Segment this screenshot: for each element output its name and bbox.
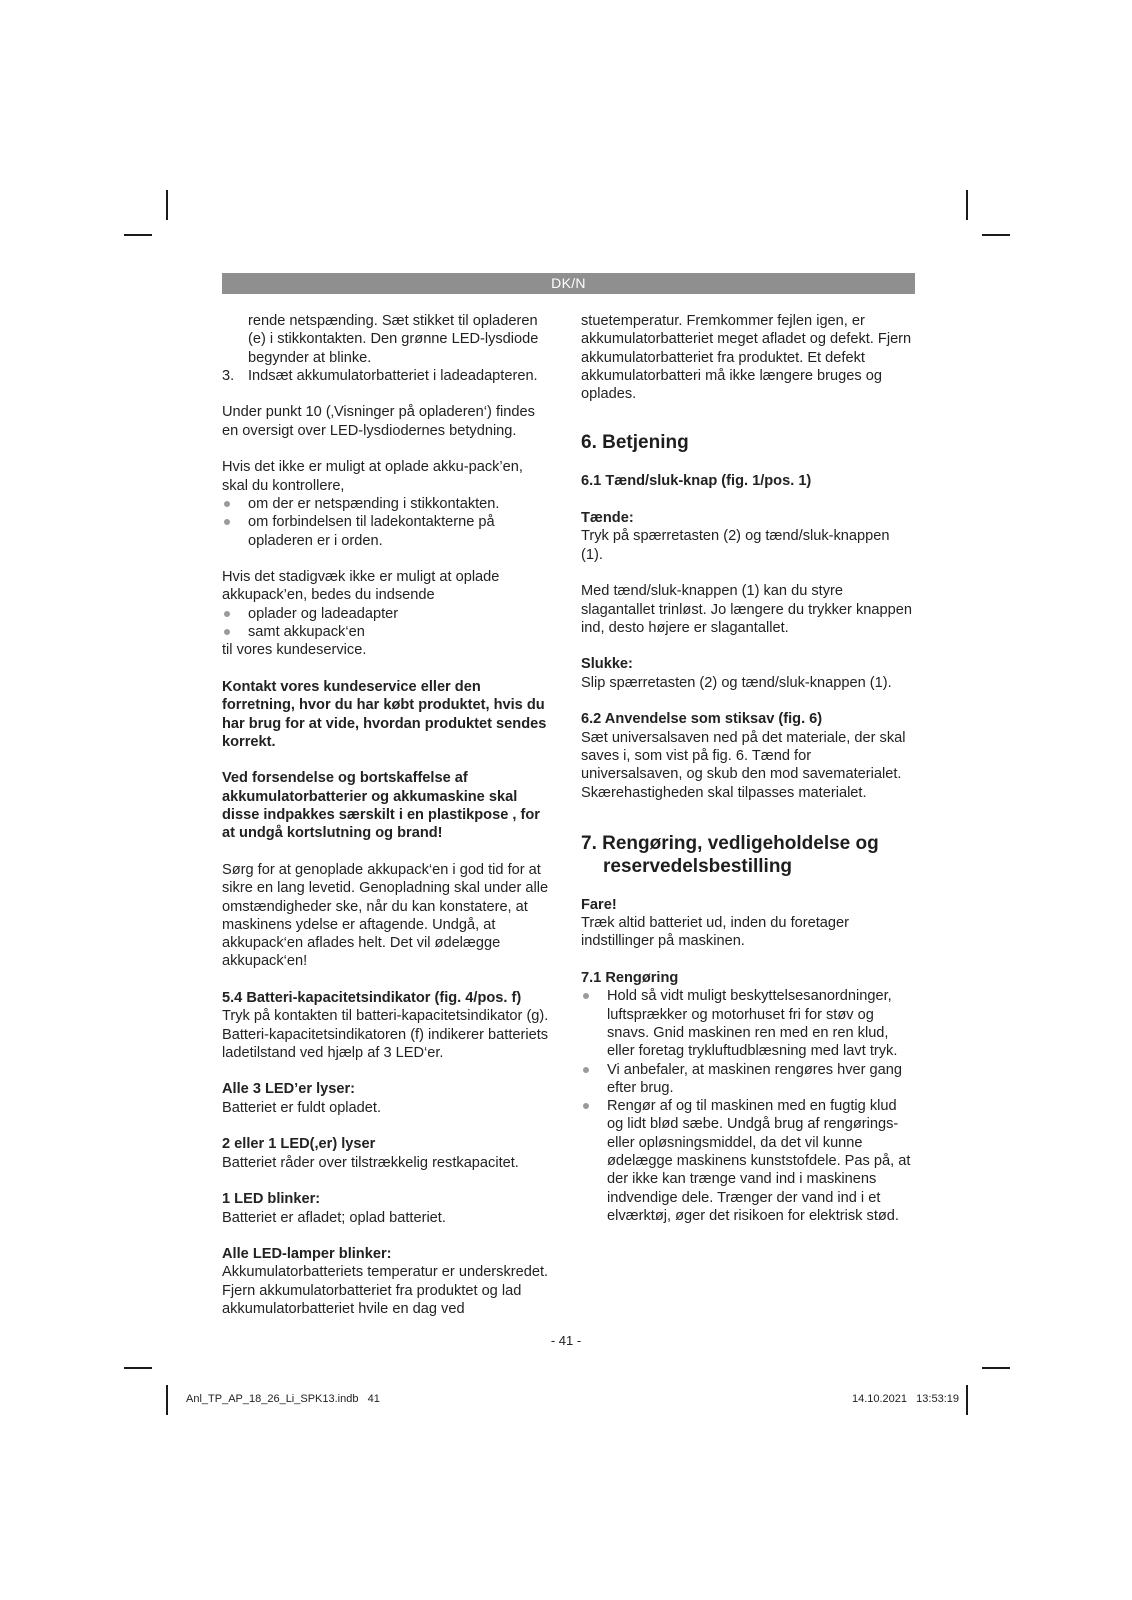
language-header-bar (222, 273, 915, 294)
taende-title: Tænde: (581, 510, 634, 527)
crop-mark-bottom-left-vertical (166, 1385, 168, 1415)
crop-mark-bottom-right-horizontal (982, 1367, 1010, 1369)
slukke-title: Slukke: (581, 656, 633, 673)
language-label: DK/N (551, 275, 586, 291)
led-state-text: Batteriet er fuldt opladet. (222, 1099, 382, 1116)
led-state-text: Batteriet er afladet; oplad batteriet. (222, 1209, 446, 1226)
section-6-title: 6. Betjening (581, 432, 689, 454)
send-bullet: oplader og ladeadapter (222, 605, 552, 623)
taende-text: Tryk på spærretasten (2) og tænd/sluk-knappen (1). (581, 528, 890, 563)
send-intro: Hvis det stadigvæk ikke er muligt at oplade akkupack’en, bedes du indsende (222, 569, 500, 604)
led-state-title: 2 eller 1 LED(,er) lyser (222, 1136, 376, 1153)
slukke-text: Slip spærretasten (2) og tænd/sluk-knappen (1). (581, 674, 892, 691)
shipping-warning: Ved forsendelse og bortskaffelse af akkumulatorbatterier og akkumaskine skal disse indpakkes særskilt i en plastikpose , for at undgå kortslutning og brand! (222, 770, 540, 842)
cleaning-bullet: Hold så vidt muligt beskyttelsesanordninger, luftsprækker og motorhuset fri for støv og snavs. Gnid maskinen ren med en ren klud, eller foretag trykluftudblæsning med lavt tryk. (581, 987, 914, 1060)
page-number: - 41 - (550, 1333, 582, 1348)
section-7-number: 7. (581, 832, 597, 854)
led-state-text: Batteriet råder over tilstrækkelig restkapacitet. (222, 1154, 519, 1171)
step-3-text: Indsæt akkumulatorbatteriet i ladeadapteren. (248, 367, 538, 384)
footer-date-time: 14.10.2021 13:53:19 (851, 1393, 959, 1405)
section-6-1-title: 6.1 Tænd/sluk-knap (fig. 1/pos. 1) (581, 473, 812, 490)
section-6-2-title: 6.2 Anvendelse som stiksav (fig. 6) (581, 711, 823, 728)
led-state-text: Akkumulatorbatteriets temperatur er underskredet. Fjern akkumulatorbatteriet fra produktet og lad akkumulatorbatteriet hvile en dag ved (222, 1264, 549, 1318)
send-outro: til vores kundeservice. (222, 642, 367, 659)
check-intro: Hvis det ikke er muligt at oplade akku-pack’en, skal du kontrollere, (222, 459, 523, 494)
section-7-line-1: Rengøring, vedligeholdelse og (602, 832, 879, 854)
check-bullet: om der er netspænding i stikkontakten. (222, 495, 552, 513)
step-3 (222, 367, 552, 385)
crop-mark-top-right-horizontal (982, 234, 1010, 236)
crop-mark-bottom-right-vertical (966, 1385, 968, 1415)
cleaning-bullet: Vi anbefaler, at maskinen rengøres hver gang efter brug. (581, 1061, 914, 1098)
right-continuation: stuetemperatur. Fremkommer fejlen igen, er akkumulatorbatteriet meget afladet og defekt. Fjern akkumulatorbatteriet fra produktet. Et defekt akkumulatorbatteri må ikke længere bruges og oplades. (581, 313, 912, 403)
section-7-title (581, 832, 914, 878)
check-bullet: om forbindelsen til ladekontakterne på opladeren er i orden. (222, 513, 552, 550)
led-state-title: Alle LED-lamper blinker: (222, 1246, 392, 1263)
crop-mark-bottom-left-horizontal (124, 1367, 152, 1369)
right-column (581, 312, 914, 1225)
cleaning-bullet: Rengør af og til maskinen med en fugtig klud og lidt blød sæbe. Undgå brug af rengørings- eller opløsningsmiddel, da det vil kunne ødelægge maskinens kunststofdele. Pas på, at der ikke kan trænge vand ind i maskinens indvendige dele. Trænger der vand ind i et elværktøj, øger det risikoen for elektrisk stød. (581, 1097, 914, 1225)
crop-mark-top-right-vertical (966, 190, 968, 220)
section-7-line-2: reservedelsbestilling (603, 855, 793, 877)
section-5-4-text: Tryk på kontakten til batteri-kapacitetsindikator (g). Batteri-kapacitetsindikatoren (f) indikerer batteriets ladetilstand ved hjælp af 3 LED‘er. (222, 1008, 549, 1061)
fare-title: Fare! (581, 896, 617, 913)
step-3-number: 3. (222, 367, 235, 384)
section-7-1-title: 7.1 Rengøring (581, 970, 679, 987)
footer-file-info: Anl_TP_AP_18_26_Li_SPK13.indb 41 (186, 1393, 380, 1405)
overview-paragraph: Under punkt 10 (‚Visninger på opladeren‘) findes en oversigt over LED-lysdiodernes betydning. (222, 404, 535, 439)
section-6-2-text: Sæt universalsaven ned på det materiale, der skal saves i, som vist på fig. 6. Tænd for universalsaven, og skub den mod savematerialet. Skærehastigheden skal tilpasses materialet. (581, 729, 906, 801)
contact-notice: Kontakt vores kundeservice eller den forretning, hvor du har købt produktet, hvis du har brug for at vide, hvordan produktet sendes korrekt. (222, 678, 547, 750)
led-state-title: Alle 3 LED’er lyser: (222, 1081, 356, 1098)
taende-text-2: Med tænd/sluk-knappen (1) kan du styre slagantallet trinløst. Jo længere du trykker knappen ind, desto højere er slagantallet. (581, 583, 912, 636)
led-state-title: 1 LED blinker: (222, 1191, 321, 1208)
crop-mark-top-left-horizontal (124, 234, 152, 236)
left-column (222, 312, 552, 1318)
section-5-4-title: 5.4 Batteri-kapacitetsindikator (fig. 4/pos. f) (222, 989, 522, 1006)
recharge-paragraph: Sørg for at genoplade akkupack‘en i god tid for at sikre en lang levetid. Genopladning skal under alle omstændigheder ske, når du kan konstatere, at maskinens ydelse er aftagende. Undgå, at akkupack‘en aflades helt. Det vil ødelægge akkupack‘en! (222, 861, 549, 970)
crop-mark-top-left-vertical (166, 190, 168, 220)
intro-continuation: rende netspænding. Sæt stikket til opladeren (e) i stikkontakten. Den grønne LED-lysdiode begynder at blinke. (248, 313, 539, 366)
send-bullet: samt akkupack‘en (222, 623, 552, 641)
fare-text: Træk altid batteriet ud, inden du foretager indstillinger på maskinen. (581, 915, 849, 950)
